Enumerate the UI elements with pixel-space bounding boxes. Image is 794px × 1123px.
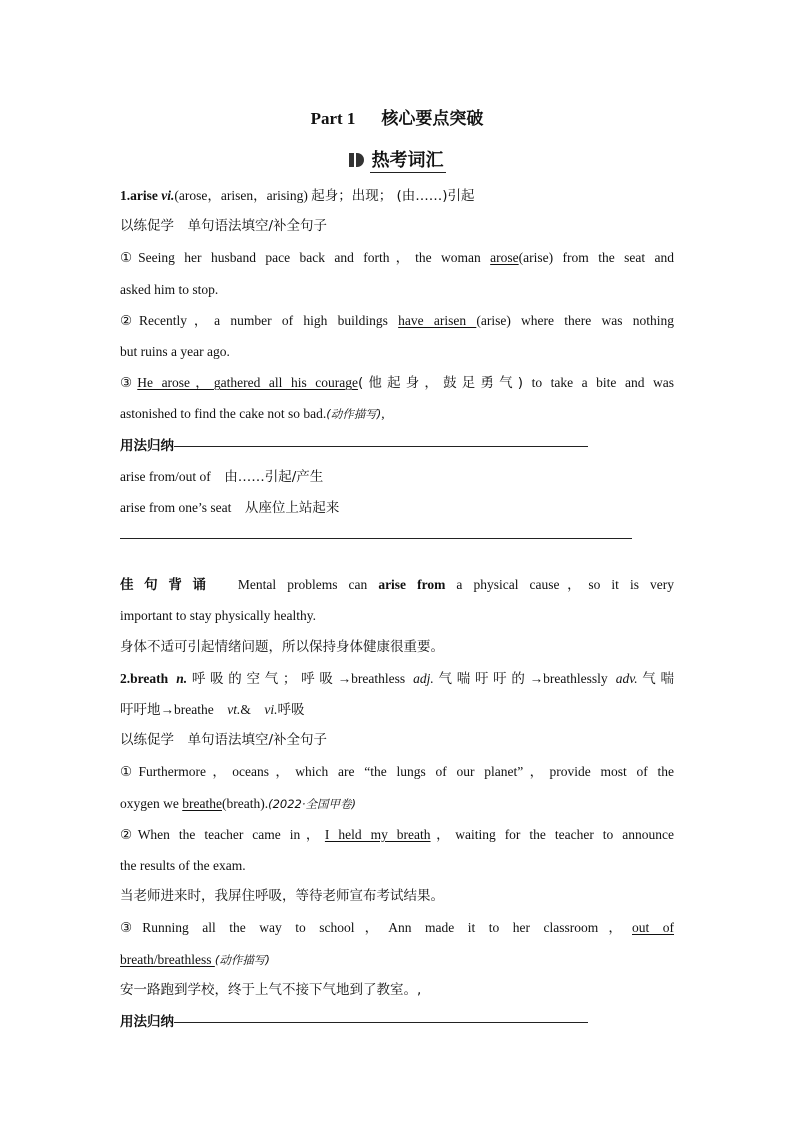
- part-label: Part 1: [310, 109, 356, 128]
- part-title: 核心要点突破: [381, 109, 484, 129]
- answer-blank: He arose，gathered all his courage: [137, 375, 358, 391]
- practice-label: 以练促学 单句语法填空/补全句子: [120, 218, 328, 235]
- answer-blank: arose: [490, 250, 519, 266]
- page-title: [0, 104, 794, 129]
- exercise-1-line-2: asked him to stop.: [120, 281, 219, 297]
- exercise-3-line-1: ③He arose，gathered all his courage(他起身，鼓足勇气) to take a bite and was: [120, 375, 674, 392]
- usage-item-2: arise from one’s seat 从座位上站起来: [120, 499, 340, 516]
- usage-summary-heading: 用法归纳: [120, 430, 674, 461]
- section-marker-icon: [349, 153, 367, 167]
- usage-rule: [174, 1022, 588, 1023]
- quote-label: 佳句背诵: [120, 577, 217, 594]
- answer-blank: have arisen: [398, 312, 477, 328]
- answer-blank: breath/breathless: [120, 951, 215, 967]
- exercise-1-line-1: ①Seeing her husband pace back and forth，the woman arose(arise) from the seat and: [120, 250, 674, 266]
- answer-blank: out of: [632, 920, 675, 936]
- answer-blank: I held my breath: [324, 826, 431, 842]
- quote-line-2: important to stay physically healthy.: [120, 608, 316, 624]
- exercise-b2-line-1: ②When the teacher came in，I held my breath，waiting for the teacher to announce: [120, 826, 674, 842]
- section-heading: [0, 146, 794, 172]
- entry-breath-heading-line-2: 吁吁地→breathe vt.& vi.呼吸: [120, 702, 305, 718]
- content-body: [120, 180, 674, 1037]
- exercise-b3-translation: 安一路跑到学校，终于上气不接下气地到了教室。,: [120, 981, 422, 998]
- usage-rule: [174, 446, 588, 447]
- source-note: (2022·全国甲卷): [268, 796, 356, 811]
- quote-line-1: 佳句背诵 Mental problems can arise from a physical cause，so it is very: [120, 577, 675, 594]
- practice-label: 以练促学 单句语法填空/补全句子: [120, 732, 328, 749]
- entry-arise-heading: 1.arise vi.(arose，arisen，arising) 起身；出现； (由……)引起: [120, 188, 475, 204]
- exercise-b3-line-2: breath/breathless (动作描写): [120, 951, 270, 967]
- usage-summary-heading-2: 用法归纳: [120, 1006, 674, 1037]
- exercise-b1-line-2: oxygen we breathe(breath).(2022·全国甲卷): [120, 795, 356, 811]
- usage-item-1: arise from/out of 由……引起/产生: [120, 468, 324, 485]
- usage-end-rule-row: [120, 538, 674, 569]
- exercise-3-line-2: astonished to find the cake not so bad.(动作描写),: [120, 406, 385, 422]
- quote-translation: 身体不适可引起情绪问题，所以保持身体健康很重要。: [120, 638, 444, 655]
- exercise-b1-line-1: ①Furthermore，oceans，which are “the lungs of our planet”，provide most of the: [120, 764, 674, 780]
- usage-end-rule: [120, 538, 632, 539]
- section-title: 热考词汇: [371, 150, 444, 171]
- exercise-2-line-2: but ruins a year ago.: [120, 343, 230, 359]
- entry-breath-heading-line-1: 2.breath n.呼吸的空气；呼吸→breathless adj.气喘吁吁的→breathlessly adv.气喘: [120, 670, 675, 687]
- exercise-b2-translation: 当老师进来时，我屏住呼吸，等待老师宣布考试结果。: [120, 888, 444, 905]
- answer-blank: breathe: [182, 795, 222, 811]
- exercise-b2-line-2: the results of the exam.: [120, 857, 246, 873]
- exercise-b3-line-1: ③Running all the way to school，Ann made it to her classroom，out of: [120, 920, 675, 936]
- exercise-2-line-1: ②Recently，a number of high buildings have arisen (arise) where there was nothing: [120, 312, 674, 328]
